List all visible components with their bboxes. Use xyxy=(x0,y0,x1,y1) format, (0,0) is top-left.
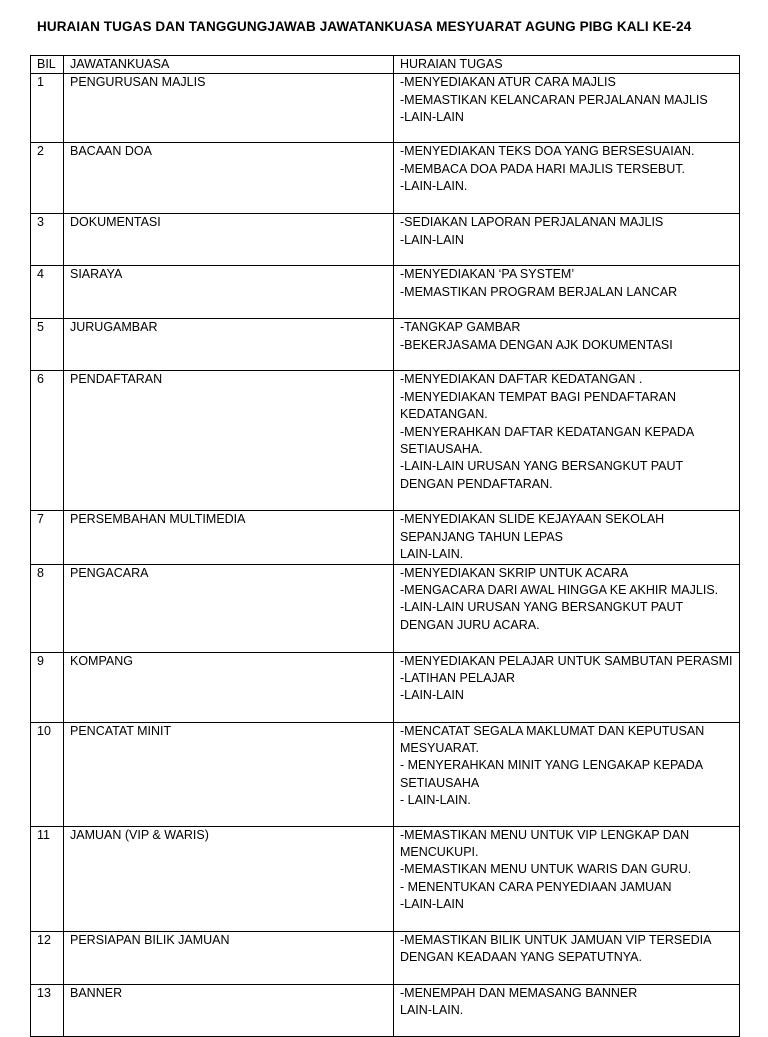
row-huraian-tugas-cell xyxy=(394,214,740,266)
task-line: -LAIN-LAIN URUSAN YANG BERSANGKUT PAUT DENGAN JURU ACARA. xyxy=(400,600,683,632)
table-row xyxy=(31,371,740,511)
row-huraian-tugas-cell xyxy=(394,371,740,511)
task-line: -MEMASTIKAN MENU UNTUK WARIS DAN GURU. xyxy=(400,862,692,877)
task-line: -MEMASTIKAN MENU UNTUK VIP LENGKAP DAN MENCUKUPI. xyxy=(400,827,690,860)
row-jawatankuasa-cell: DOKUMENTASI xyxy=(64,214,394,266)
header-jawatankuasa: JAWATANKUASA xyxy=(64,56,394,74)
row-jawatankuasa-cell: KOMPANG xyxy=(64,652,394,722)
table-row xyxy=(31,511,740,564)
table-row xyxy=(31,722,740,826)
row-huraian-tugas-cell xyxy=(394,319,740,371)
page-title: HURAIAN TUGAS DAN TANGGUNGJAWAB JAWATANKUASA MESYUARAT AGUNG PIBG KALI KE-24 xyxy=(37,19,692,34)
row-jawatankuasa-cell: PENGACARA xyxy=(64,564,394,652)
task-line: -TANGKAP GAMBAR xyxy=(400,320,521,335)
row-jawatankuasa-cell: BANNER xyxy=(64,984,394,1036)
header-bil: BIL xyxy=(31,56,64,74)
task-line: -LAIN-LAIN xyxy=(400,897,464,912)
table-row xyxy=(31,74,740,143)
task-line: -LAIN-LAIN xyxy=(400,110,464,125)
row-huraian-tugas-cell xyxy=(394,722,740,826)
row-jawatankuasa-cell: PERSIAPAN BILIK JAMUAN xyxy=(64,931,394,984)
row-huraian-tugas-cell xyxy=(394,266,740,319)
table-row xyxy=(31,266,740,319)
task-line: -SEDIAKAN LAPORAN PERJALANAN MAJLIS xyxy=(400,215,664,230)
task-line: -MEMASTIKAN BILIK UNTUK JAMUAN VIP TERSEDIA DENGAN KEADAAN YANG SEPATUTNYA. xyxy=(400,932,711,965)
task-line: -MENGACARA DARI AWAL HINGGA KE AKHIR MAJLIS. xyxy=(400,583,719,598)
task-line: -MENYEDIAKAN TEMPAT BAGI PENDAFTARAN KEDATANGAN. xyxy=(400,389,676,422)
task-line: -LAIN-LAIN. xyxy=(400,179,468,194)
table-row xyxy=(31,319,740,371)
task-line: -MENYEDIAKAN ATUR CARA MAJLIS xyxy=(400,75,616,90)
row-huraian-tugas-cell xyxy=(394,564,740,652)
task-line: -MEMASTIKAN PROGRAM BERJALAN LANCAR xyxy=(400,284,678,299)
header-huraian-tugas: HURAIAN TUGAS xyxy=(394,56,740,74)
row-bil-cell: 13 xyxy=(31,984,64,1036)
row-jawatankuasa-cell: SIARAYA xyxy=(64,266,394,319)
task-line: -LATIHAN PELAJAR xyxy=(400,671,516,686)
row-bil-cell: 11 xyxy=(31,826,64,931)
table-row xyxy=(31,826,740,931)
table-row xyxy=(31,143,740,214)
row-bil-cell: 12 xyxy=(31,931,64,984)
row-huraian-tugas-cell xyxy=(394,511,740,564)
row-huraian-tugas-cell xyxy=(394,826,740,931)
table-row xyxy=(31,652,740,722)
task-line: -MENYEDIAKAN SLIDE KEJAYAAN SEKOLAH SEPANJANG TAHUN LEPAS xyxy=(400,512,665,544)
task-line: -MENYEDIAKAN ‘PA SYSTEM’ xyxy=(400,267,575,282)
row-bil-cell: 2 xyxy=(31,143,64,214)
task-line: -MENCATAT SEGALA MAKLUMAT DAN KEPUTUSAN MESYUARAT. xyxy=(400,723,705,756)
task-line: - LAIN-LAIN. xyxy=(400,793,471,808)
task-line: -MEMASTIKAN KELANCARAN PERJALANAN MAJLIS xyxy=(400,92,708,107)
row-bil-cell: 5 xyxy=(31,319,64,371)
row-bil-cell: 8 xyxy=(31,564,64,652)
row-jawatankuasa-cell: PENGURUSAN MAJLIS xyxy=(64,74,394,143)
row-jawatankuasa-cell: PENDAFTARAN xyxy=(64,371,394,511)
task-line: -MEMBACA DOA PADA HARI MAJLIS TERSEBUT. xyxy=(400,161,686,176)
duty-table xyxy=(30,55,740,1037)
row-huraian-tugas-cell xyxy=(394,74,740,143)
task-line: -BEKERJASAMA DENGAN AJK DOKUMENTASI xyxy=(400,337,673,352)
task-line: -MENYERAHKAN DAFTAR KEDATANGAN KEPADA SETIAUSAHA. xyxy=(400,424,694,457)
row-huraian-tugas-cell xyxy=(394,931,740,984)
task-line: LAIN-LAIN. xyxy=(400,547,464,562)
row-jawatankuasa-cell: JURUGAMBAR xyxy=(64,319,394,371)
table-header-row xyxy=(31,56,740,74)
task-line: LAIN-LAIN. xyxy=(400,1003,464,1018)
task-line: -LAIN-LAIN xyxy=(400,232,464,247)
row-huraian-tugas-cell xyxy=(394,143,740,214)
row-bil-cell: 9 xyxy=(31,652,64,722)
row-bil-cell: 10 xyxy=(31,722,64,826)
task-line: -MENYEDIAKAN TEKS DOA YANG BERSESUAIAN. xyxy=(400,144,695,159)
table-row xyxy=(31,931,740,984)
task-line: - MENENTUKAN CARA PENYEDIAAN JAMUAN xyxy=(400,879,672,894)
table-row xyxy=(31,984,740,1036)
row-bil-cell: 3 xyxy=(31,214,64,266)
row-bil-cell: 7 xyxy=(31,511,64,564)
task-line: - MENYERAHKAN MINIT YANG LENGAKAP KEPADA SETIAUSAHA xyxy=(400,758,703,790)
task-line: -MENYEDIAKAN PELAJAR UNTUK SAMBUTAN PERASMI xyxy=(400,653,733,668)
table-row xyxy=(31,564,740,652)
row-bil-cell: 4 xyxy=(31,266,64,319)
row-bil-cell: 1 xyxy=(31,74,64,143)
row-huraian-tugas-cell xyxy=(394,652,740,722)
table-row xyxy=(31,214,740,266)
task-line: -MENEMPAH DAN MEMASANG BANNER xyxy=(400,985,638,1000)
row-jawatankuasa-cell: PENCATAT MINIT xyxy=(64,722,394,826)
table-body xyxy=(31,56,740,1037)
row-jawatankuasa-cell: BACAAN DOA xyxy=(64,143,394,214)
task-line: -MENYEDIAKAN SKRIP UNTUK ACARA xyxy=(400,565,629,580)
task-line: -MENYEDIAKAN DAFTAR KEDATANGAN . xyxy=(400,372,643,387)
row-jawatankuasa-cell: PERSEMBAHAN MULTIMEDIA xyxy=(64,511,394,564)
row-huraian-tugas-cell xyxy=(394,984,740,1036)
task-line: -LAIN-LAIN URUSAN YANG BERSANGKUT PAUT DENGAN PENDAFTARAN. xyxy=(400,459,683,491)
row-bil-cell: 6 xyxy=(31,371,64,511)
row-jawatankuasa-cell: JAMUAN (VIP & WARIS) xyxy=(64,826,394,931)
task-line: -LAIN-LAIN xyxy=(400,688,464,703)
